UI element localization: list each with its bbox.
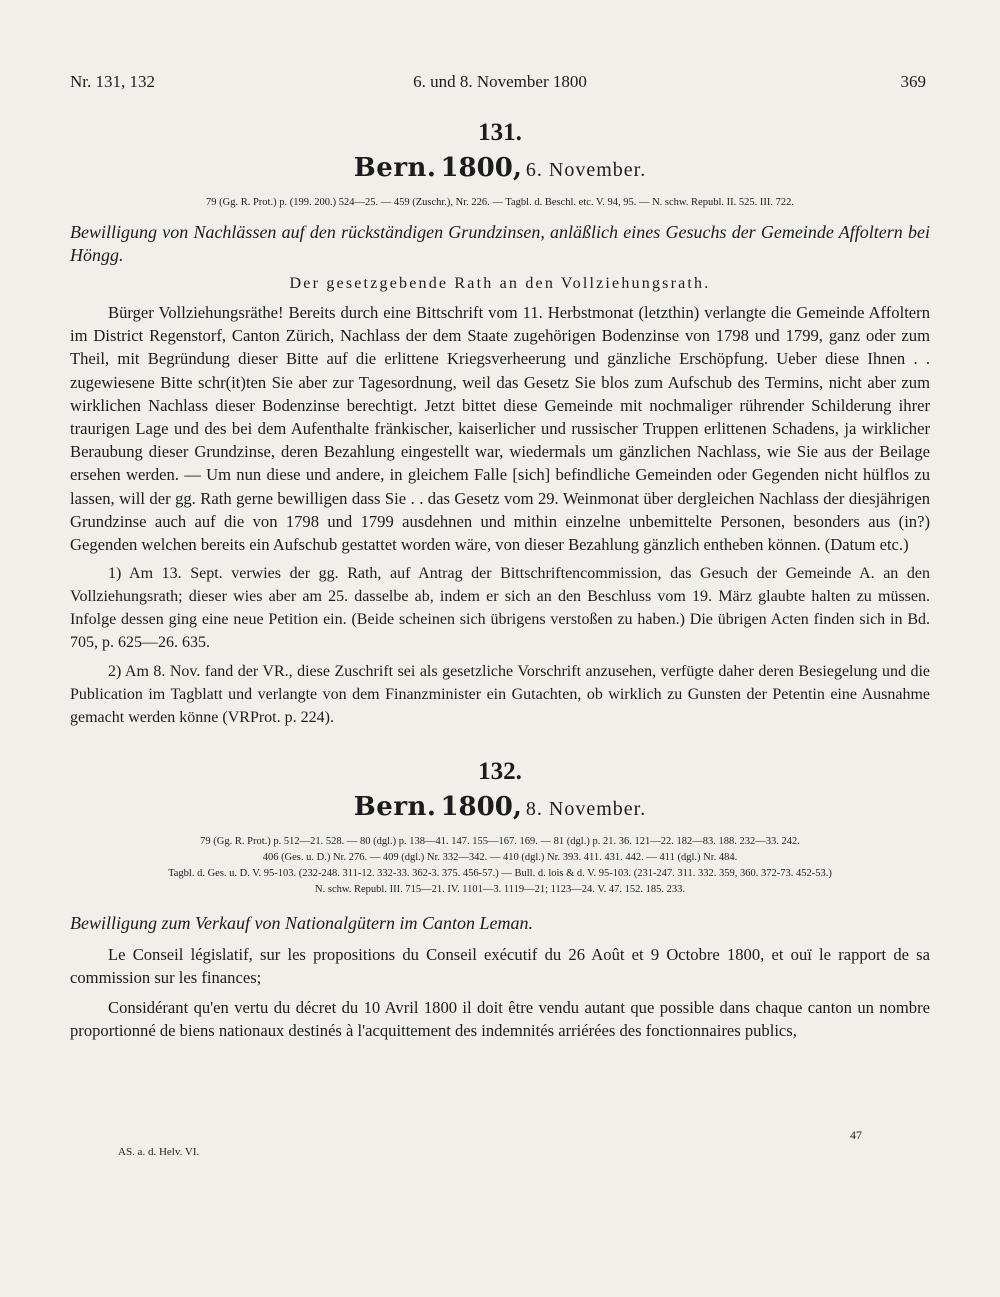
document-subject: Bewilligung von Nachlässen auf den rückständigen Grundzinsen, anläßlich eines Gesuchs der Gemeinde Affoltern bei Höngg. <box>70 222 930 265</box>
document-body: Bürger Vollziehungsräthe! Bereits durch eine Bittschrift vom 11. Herbstmonat (letzthin) verlangte die Gemeinde Affoltern im District Regenstorf, Canton Zürich, Nachlass der dem Staate zugehörigen Bodenzinse von 1798 und 1799, ganz oder zum Theil, mit Begründung dieser Bitte auf die erlittene Kriegsverheerung und gänzliche Erschöpfung. Ueber diese Ihnen . . zugewiesene Bitte schr(it)ten Sie aber zur Tagesordnung, weil das Gesetz Sie blos zum Aufschub des Termins, nicht aber zum wirklichen Nachlass dieser Bodenzinse berechtigt. Jetzt bittet diese Gemeinde mit nochmaliger rührender Schilderung ihrer traurigen Lage und des bei dem Aufenthalte fränkischer, kaiserlicher und russischer Truppen erlittenen Schadens, ja wirklicher Beraubung dieser Grundzinse, deren Bezahlung eingestellt war, wiedermals um gänzlichen Nachlass, wie Sie aus der Beilage ersehen werden. — Um nun diese und andere, in gleichem Falle [sich] befindliche Gemeinden oder Gegenden nicht hülflos zu lassen, will der gg. Rath gerne bewilligen dass Sie . . das Gesetz vom 29. Weinmonat über dergleichen Nachlass der diesjährigen Grundzinse auch auf die von 1798 und 1799 ausdehnen und mithin einzelne unbemittelte Personen, besonders aus (in?) Gegenden welchen bereits ein Aufschub gestattet worden wäre, von dieser Bezahlung gänzlich entheben können. (Datum etc.) <box>70 303 930 555</box>
document-paragraph: Considérant qu'en vertu du décret du 10 Avril 1800 il doit être vendu autant que possible dans chaque canton un nombre proportionné de biens nationaux destinés à l'acquittement des indemnités arriérées des fonctionnaires publics, <box>70 997 930 1040</box>
document-addressee: Der gesetzgebende Rath an den Vollziehungsrath. <box>289 275 711 292</box>
document-subject: Bewilligung zum Verkauf von Nationalgütern im Canton Leman. <box>70 913 533 934</box>
signature-mark: AS. a. d. Helv. VI. <box>118 1146 200 1158</box>
document-131 <box>70 120 930 729</box>
source-references <box>70 834 930 898</box>
running-head <box>70 72 930 98</box>
document-place: Bern. <box>353 153 437 183</box>
source-reference-line: Tagbl. d. Ges. u. D. V. 95-103. (232-248. 311-12. 332-33. 362-3. 375. 456-57.) — Bull. d. lois & d. V. 95-103. (231-247. 311. 332. 359, 360. 372-73. 452-53.) <box>168 868 832 880</box>
running-head-dates: 6. und 8. November 1800 <box>413 72 587 91</box>
document-year: 1800, <box>440 153 522 183</box>
document-place: Bern. <box>353 792 437 823</box>
document-date: 8. November. <box>525 798 647 821</box>
footnote-2: 2) Am 8. Nov. fand der VR., diese Zuschrift sei als gesetzliche Vorschrift anzusehen, verfügte daher deren Besiegelung und die Publication im Tagblatt und verlangte von dem Finanzminister ein Gutachten, ob wirklich zu Gunsten der Petentin eine Ausnahme gemacht werden könne (VRProt. p. 224). <box>70 663 930 727</box>
document-132 <box>70 759 930 1042</box>
document-number: 132. <box>478 758 522 786</box>
source-reference-line: N. schw. Republ. III. 715—21. IV. 1101—3. 1119—21; 1123—24. V. 47. 152. 185. 233. <box>315 884 685 896</box>
source-reference-line: 79 (Gg. R. Prot.) p. 512—21. 528. — 80 (dgl.) p. 138—41. 147. 155—167. 169. — 81 (dgl.) p. 21. 36. 121—22. 182—83. 188. 232—33. 242. <box>200 836 800 848</box>
page-footer <box>0 1128 1000 1168</box>
document-paragraph: Le Conseil législatif, sur les propositions du Conseil exécutif du 26 Août et 9 Octobre 1800, et ouï le rapport de sa commission sur les finances; <box>70 945 930 988</box>
source-references: 79 (Gg. R. Prot.) p. (199. 200.) 524—25. — 459 (Zuschr.), Nr. 226. — Tagbl. d. Beschl. etc. V. 94, 95. — N. schw. Republ. II. 525. III. 722. <box>206 197 794 208</box>
document-heading <box>70 792 930 823</box>
footnote-1: 1) Am 13. Sept. verwies der gg. Rath, auf Antrag der Bittschriftencommission, das Gesuch der Gemeinde A. an den Vollziehungsrath; dieser wies aber am 25. dasselbe ab, indem er sich an den Beschluss vom 19. März glaubte halten zu müssen. Infolge dessen ging eine neue Petition ein. (Beide scheinen sich übrigens verstoßen zu haben.) Die übrigen Acten finden sich in Bd. 705, p. 625—26. 635. <box>70 565 930 652</box>
sheet-number: 47 <box>850 1128 862 1142</box>
source-reference-line: 406 (Ges. u. D.) Nr. 276. — 409 (dgl.) Nr. 332—342. — 410 (dgl.) Nr. 393. 411. 431. 442. — 411 (dgl.) Nr. 484. <box>262 852 738 864</box>
document-year: 1800, <box>440 792 522 823</box>
running-head-document-numbers: Nr. 131, 132 <box>70 72 155 91</box>
document-number: 131. <box>478 119 522 146</box>
document-date: 6. November. <box>525 159 647 181</box>
document-heading <box>70 155 930 181</box>
page-number: 369 <box>900 72 926 91</box>
